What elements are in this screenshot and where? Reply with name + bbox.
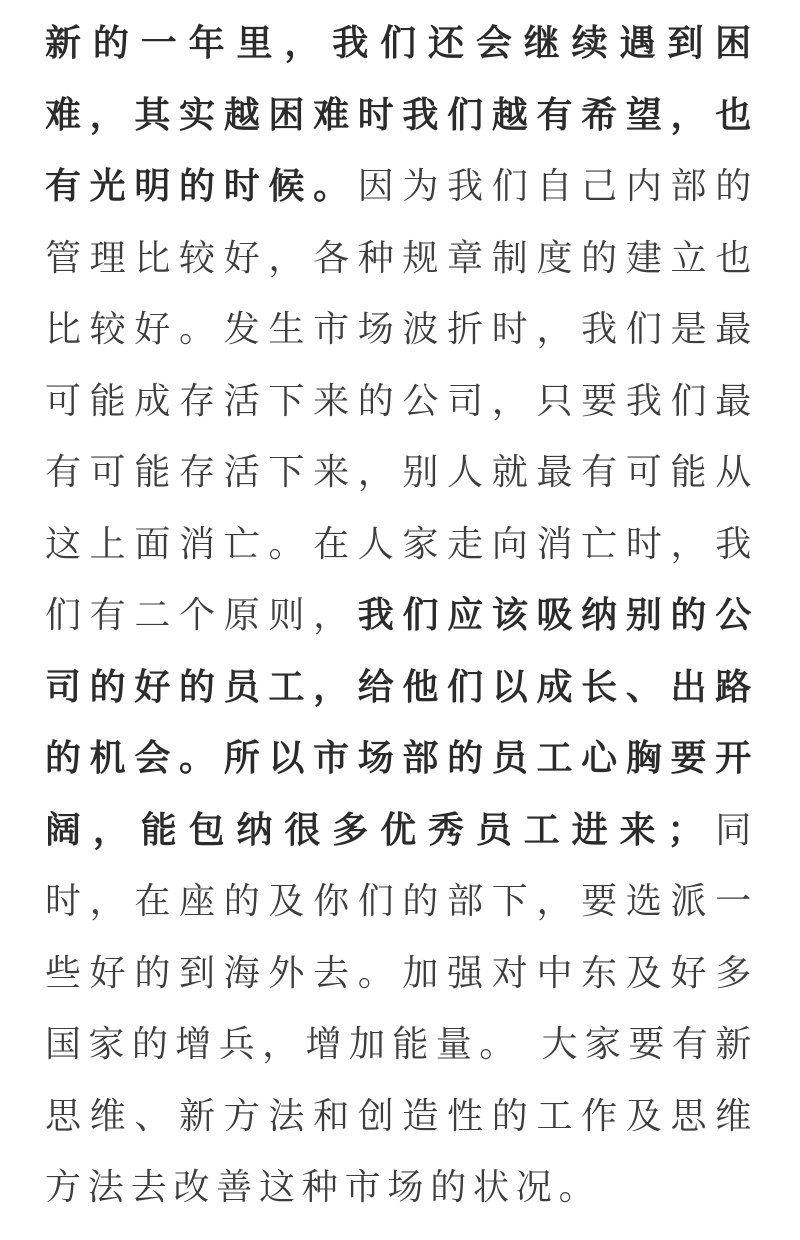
bold-text-segment: 新的一年里，我们还会继续遇到困难，其实越困难时我们越有希望，也有光明的时候。 xyxy=(45,23,758,207)
regular-text-segment: 因为我们自己内部的管理比较好，各种规章制度的建立也比较好。发生市场波折时，我们是最可能成存活下来的公司，只要我们最有可能存活下来，别人就最有可能从这上面消亡。在人家走向消亡时，我们有二个原则， xyxy=(45,166,758,636)
regular-text-segment: 同时，在座的及你们的部下，要选派一些好的到海外去。加强对中东及好多国家的增兵，增加能量。 大家要有新思维、新方法和创造性的工作及思维方法去改善这种市场的状况。 xyxy=(45,809,758,1208)
article-paragraph xyxy=(45,0,758,1224)
bold-text-segment: 我们应该吸纳别的公司的好的员工，给他们以成长、出路的机会。所以市场部的员工心胸要开阔，能包纳很多优秀员工进来； xyxy=(45,595,758,851)
